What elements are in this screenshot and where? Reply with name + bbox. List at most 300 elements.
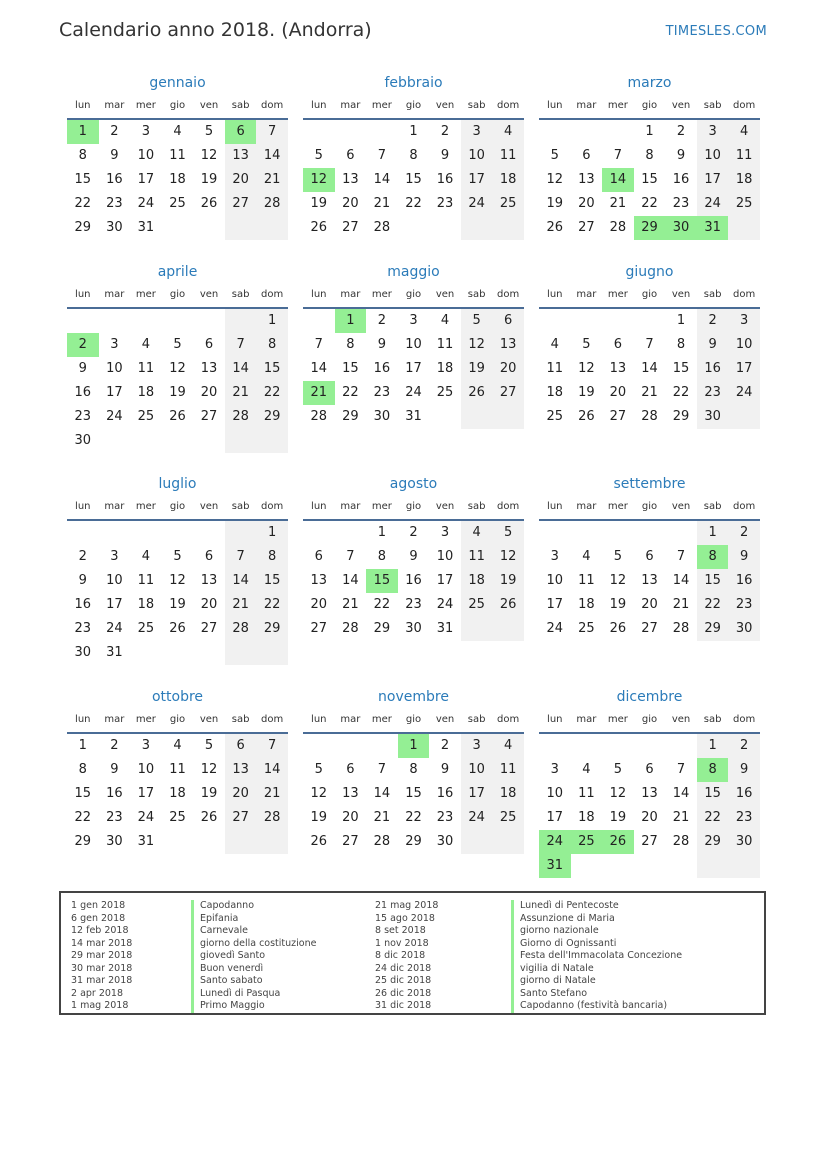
day-cell: 10: [546, 786, 564, 801]
week-row: [303, 216, 524, 240]
day-cell: 27: [200, 621, 218, 636]
day-cell: 16: [405, 573, 422, 588]
day-cell: 15: [697, 782, 729, 806]
day-cell: 2: [409, 525, 418, 540]
weekday-header: [303, 710, 524, 734]
week-row: [303, 309, 524, 333]
weekday-header: [303, 497, 524, 521]
week-row: [539, 854, 760, 878]
week-row: [303, 758, 524, 782]
day-cell: 10: [461, 758, 493, 782]
weekday-label: mer: [371, 501, 392, 512]
day-cell: 27: [225, 192, 257, 216]
day-cell: 4: [440, 313, 450, 328]
day-cell: 6: [204, 337, 214, 352]
legend-date: 29 mar 2018: [71, 950, 133, 961]
day-cell: 11: [169, 148, 186, 163]
month-10: [303, 687, 524, 854]
day-cell: 26: [492, 593, 524, 617]
day-cell: 2: [728, 734, 760, 758]
day-cell: 8: [256, 545, 288, 569]
day-cell: 25: [169, 810, 186, 825]
day-cell: 17: [405, 361, 422, 376]
day-cell: 22: [405, 810, 422, 825]
day-cell: 15: [256, 569, 288, 593]
day-cell: 28: [609, 220, 627, 235]
day-cell: 8: [697, 758, 729, 782]
day-cell: 21: [225, 381, 257, 405]
day-cell: 19: [310, 196, 328, 211]
day-cell: 6: [645, 549, 654, 564]
day-cell: 21: [672, 810, 690, 825]
day-cell: 4: [582, 549, 591, 564]
day-cell: 25: [137, 621, 155, 636]
weekday-label: dom: [261, 100, 284, 111]
day-cell: 22: [74, 810, 92, 825]
weekday-label: mer: [607, 714, 628, 725]
day-cell: 9: [110, 762, 119, 777]
legend-dates-left: [71, 900, 132, 1013]
day-cell: 6: [225, 120, 257, 144]
day-cell: 24: [461, 192, 493, 216]
day-cell: 2: [78, 549, 87, 564]
day-cell: 27: [310, 621, 328, 636]
empty-cell: [461, 216, 493, 240]
legend-holiday-name: giovedì Santo: [191, 950, 316, 963]
legend-holiday-name: vigilia di Natale: [511, 963, 682, 976]
day-cell: 24: [137, 810, 155, 825]
empty-cell: [571, 309, 603, 333]
day-cell: 22: [405, 196, 422, 211]
weekday-label: mar: [576, 289, 597, 300]
day-cell: 18: [492, 168, 524, 192]
empty-cell: [162, 216, 194, 240]
day-cell: 8: [409, 148, 418, 163]
day-cell: 9: [409, 549, 418, 564]
day-cell: 4: [173, 124, 182, 139]
day-cell: 12: [310, 786, 328, 801]
day-cell: 16: [728, 569, 760, 593]
day-cell: 15: [74, 786, 92, 801]
legend-holiday-name: Festa dell'Immacolata Concezione: [511, 950, 682, 963]
week-row: [67, 144, 288, 168]
day-cell: 26: [546, 220, 564, 235]
weekday-label: mer: [135, 501, 156, 512]
day-cell: 25: [492, 192, 524, 216]
day-cell: 25: [169, 196, 186, 211]
day-cell: 26: [169, 621, 186, 636]
day-cell: 17: [137, 786, 155, 801]
day-cell: 14: [672, 786, 690, 801]
day-cell: 30: [697, 405, 729, 429]
day-cell: 17: [697, 168, 729, 192]
weekday-label: sab: [467, 714, 486, 725]
legend-holiday-name: Santo Stefano: [511, 988, 682, 1001]
day-cell: 28: [256, 806, 288, 830]
day-cell: 5: [613, 549, 623, 564]
week-row: [539, 405, 760, 429]
day-cell: 27: [641, 621, 658, 636]
day-cell: 5: [582, 337, 591, 352]
day-cell: 14: [225, 357, 257, 381]
weekday-label: ven: [199, 289, 219, 300]
day-cell: 28: [256, 192, 288, 216]
legend-date: 24 dic 2018: [375, 962, 432, 974]
day-cell: 22: [697, 593, 729, 617]
day-cell: 4: [492, 734, 524, 758]
day-cell: 13: [641, 786, 658, 801]
weekday-label: gio: [405, 289, 422, 300]
empty-cell: [539, 734, 571, 758]
day-cell: 22: [641, 196, 658, 211]
day-cell: 16: [106, 786, 123, 801]
month-name: maggio: [387, 264, 440, 280]
day-cell: 11: [492, 758, 524, 782]
day-cell: 20: [342, 810, 359, 825]
day-cell: 23: [106, 196, 123, 211]
weekday-label: mar: [104, 501, 125, 512]
day-cell: 23: [405, 597, 422, 612]
legend-date: 2 apr 2018: [71, 987, 124, 999]
weekday-label: dom: [497, 100, 520, 111]
day-cell: 21: [373, 196, 391, 211]
day-cell: 11: [578, 786, 595, 801]
day-cell: 4: [461, 521, 493, 545]
weekday-label: gio: [169, 289, 186, 300]
weekday-header: [539, 497, 760, 521]
weekday-label: lun: [311, 100, 327, 111]
week-row: [539, 617, 760, 641]
empty-cell: [665, 521, 697, 545]
day-cell: 27: [641, 834, 658, 849]
day-cell: 26: [310, 220, 328, 235]
legend-date: 6 gen 2018: [71, 912, 126, 924]
empty-cell: [429, 216, 461, 240]
day-cell: 8: [78, 148, 87, 163]
day-cell: 21: [373, 810, 391, 825]
day-cell: 19: [461, 357, 493, 381]
week-row: [67, 216, 288, 240]
day-cell: 1: [409, 124, 418, 139]
day-cell: 18: [578, 597, 595, 612]
day-cell: 10: [436, 549, 454, 564]
day-cell: 29: [697, 617, 729, 641]
day-cell: 27: [225, 806, 257, 830]
day-cell: 24: [728, 381, 760, 405]
day-cell: 12: [609, 786, 627, 801]
day-cell: 1: [676, 313, 686, 328]
empty-cell: [225, 429, 257, 453]
weekday-label: mar: [340, 714, 361, 725]
empty-cell: [634, 521, 666, 545]
weekday-label: mer: [607, 501, 628, 512]
legend-date: 25 dic 2018: [375, 975, 432, 986]
week-row: [303, 192, 524, 216]
legend-holiday-name: Buon venerdì: [191, 963, 316, 976]
legend-holiday-name: Lunedì di Pasqua: [191, 988, 316, 1001]
day-cell: 2: [728, 521, 760, 545]
legend-holiday-name: Santo sabato: [191, 975, 316, 988]
day-cell: 17: [137, 172, 155, 187]
day-cell: 9: [377, 337, 387, 352]
empty-cell: [303, 734, 335, 758]
day-cell: 13: [310, 573, 328, 588]
empty-cell: [366, 120, 398, 144]
week-row: [539, 192, 760, 216]
weekday-label: mar: [340, 501, 361, 512]
weekday-label: lun: [311, 714, 327, 725]
day-cell: 19: [609, 597, 627, 612]
empty-cell: [602, 120, 634, 144]
day-cell: 26: [310, 834, 328, 849]
day-cell: 5: [173, 549, 182, 564]
empty-cell: [461, 617, 493, 641]
legend-date: 1 gen 2018: [71, 900, 126, 911]
weekday-label: dom: [733, 501, 756, 512]
day-cell: 7: [676, 762, 686, 777]
day-cell: 3: [461, 734, 493, 758]
day-cell: 14: [225, 569, 257, 593]
day-cell: 23: [74, 409, 92, 424]
week-row: [539, 545, 760, 569]
day-cell: 11: [137, 573, 155, 588]
empty-cell: [99, 521, 131, 545]
weekday-label: gio: [405, 501, 422, 512]
legend-holiday-name: Capodanno: [191, 900, 316, 913]
day-cell: 2: [377, 313, 387, 328]
day-cell: 22: [256, 381, 288, 405]
weekday-label: sab: [467, 501, 486, 512]
day-cell: 7: [225, 545, 257, 569]
weekday-label: gio: [169, 714, 186, 725]
week-row: [67, 830, 288, 854]
day-cell: 5: [204, 738, 214, 753]
month-name: agosto: [389, 476, 438, 492]
day-cell: 22: [256, 593, 288, 617]
day-cell: 30: [74, 645, 92, 660]
week-row: [303, 782, 524, 806]
weekday-label: ven: [671, 714, 691, 725]
week-row: [539, 734, 760, 758]
month-7: [303, 474, 524, 641]
legend-date: 31 dic 2018: [375, 1000, 432, 1011]
legend-holiday-name: Carnevale: [191, 925, 316, 938]
day-cell: 6: [204, 549, 214, 564]
month-name: giugno: [625, 264, 674, 280]
day-cell: 9: [440, 148, 450, 163]
day-cell: 21: [672, 597, 690, 612]
day-cell: 9: [110, 148, 119, 163]
legend-holiday-name: Epifania: [191, 913, 316, 926]
empty-cell: [492, 617, 524, 641]
week-row: [67, 806, 288, 830]
day-cell: 16: [74, 597, 92, 612]
weekday-label: gio: [641, 100, 658, 111]
weekday-label: gio: [169, 100, 186, 111]
day-cell: 5: [173, 337, 182, 352]
day-cell: 10: [137, 762, 155, 777]
day-cell: 4: [550, 337, 559, 352]
week-row: [539, 144, 760, 168]
month-8: [539, 474, 760, 641]
day-cell: 27: [492, 381, 524, 405]
day-cell: 4: [728, 120, 760, 144]
day-cell: 30: [405, 621, 422, 636]
week-row: [539, 357, 760, 381]
day-cell: 21: [342, 597, 359, 612]
empty-cell: [602, 854, 634, 878]
day-cell: 11: [546, 361, 564, 376]
empty-cell: [571, 120, 603, 144]
empty-cell: [130, 429, 162, 453]
day-cell: 27: [609, 409, 627, 424]
day-cell: 12: [609, 573, 627, 588]
day-cell: 16: [436, 172, 454, 187]
week-row: [303, 120, 524, 144]
empty-cell: [539, 521, 571, 545]
month-1: [303, 73, 524, 240]
empty-cell: [492, 405, 524, 429]
week-row: [539, 593, 760, 617]
day-cell: 17: [106, 597, 123, 612]
day-cell: 14: [672, 573, 690, 588]
weekday-label: mer: [371, 289, 392, 300]
day-cell: 7: [225, 333, 257, 357]
day-cell: 1: [697, 521, 729, 545]
day-cell: 18: [492, 782, 524, 806]
day-cell: 9: [78, 573, 87, 588]
day-cell: 3: [141, 124, 151, 139]
day-cell: 6: [492, 309, 524, 333]
day-cell: 16: [672, 172, 690, 187]
empty-cell: [162, 830, 194, 854]
empty-cell: [303, 120, 335, 144]
day-cell: 26: [461, 381, 493, 405]
empty-cell: [99, 309, 131, 333]
day-cell: 21: [641, 385, 658, 400]
weekday-label: lun: [75, 714, 91, 725]
weekday-label: ven: [671, 289, 691, 300]
weekday-label: sab: [703, 289, 722, 300]
day-cell: 26: [578, 409, 595, 424]
day-cell: 13: [578, 172, 595, 187]
day-cell: 25: [546, 409, 564, 424]
day-cell: 15: [74, 172, 92, 187]
week-row: [67, 168, 288, 192]
weekday-header: [303, 96, 524, 120]
day-cell: 7: [377, 148, 387, 163]
weekday-label: lun: [75, 289, 91, 300]
legend-holiday-name: Assunzione di Maria: [511, 913, 682, 926]
day-cell: 1: [645, 124, 654, 139]
empty-cell: [225, 641, 257, 665]
weekday-label: dom: [497, 289, 520, 300]
day-cell: 18: [169, 172, 186, 187]
day-cell: 10: [697, 144, 729, 168]
day-cell: 20: [609, 385, 627, 400]
day-cell: 29: [74, 220, 92, 235]
day-cell: 6: [346, 148, 355, 163]
day-cell: 10: [728, 333, 760, 357]
empty-cell: [67, 521, 99, 545]
day-cell: 17: [728, 357, 760, 381]
day-cell: 14: [602, 168, 634, 192]
day-cell: 23: [74, 621, 92, 636]
day-cell: 13: [342, 786, 359, 801]
day-cell: 15: [405, 172, 422, 187]
day-cell: 6: [582, 148, 591, 163]
day-cell: 7: [256, 120, 288, 144]
weekday-label: gio: [405, 100, 422, 111]
week-row: [303, 521, 524, 545]
day-cell: 5: [314, 148, 323, 163]
day-cell: 6: [346, 762, 355, 777]
day-cell: 28: [373, 220, 391, 235]
weekday-label: mer: [607, 100, 628, 111]
day-cell: 26: [169, 409, 186, 424]
day-cell: 19: [546, 196, 564, 211]
day-cell: 29: [256, 405, 288, 429]
day-cell: 14: [256, 144, 288, 168]
day-cell: 14: [641, 361, 658, 376]
day-cell: 3: [141, 738, 151, 753]
weekday-label: mar: [576, 100, 597, 111]
week-row: [303, 734, 524, 758]
week-row: [67, 734, 288, 758]
day-cell: 1: [256, 521, 288, 545]
day-cell: 29: [405, 834, 422, 849]
week-row: [539, 521, 760, 545]
day-cell: 9: [440, 762, 450, 777]
empty-cell: [602, 521, 634, 545]
brand-link[interactable]: TIMESLES.COM: [665, 24, 767, 39]
day-cell: 26: [200, 810, 218, 825]
day-cell: 6: [645, 762, 654, 777]
legend-date: 12 feb 2018: [71, 925, 129, 936]
week-row: [539, 569, 760, 593]
month-11: [539, 687, 760, 878]
day-cell: 15: [697, 569, 729, 593]
week-row: [303, 545, 524, 569]
day-cell: 18: [137, 597, 155, 612]
day-cell: 1: [256, 309, 288, 333]
day-cell: 22: [74, 196, 92, 211]
day-cell: 5: [461, 309, 493, 333]
empty-cell: [162, 309, 194, 333]
weekday-label: lun: [311, 289, 327, 300]
day-cell: 24: [697, 192, 729, 216]
day-cell: 29: [342, 409, 359, 424]
weekday-label: ven: [199, 100, 219, 111]
day-cell: 10: [137, 148, 155, 163]
day-cell: 25: [436, 385, 454, 400]
week-row: [303, 381, 524, 405]
weekday-label: mar: [104, 100, 125, 111]
week-row: [67, 120, 288, 144]
empty-cell: [162, 521, 194, 545]
day-cell: 8: [346, 337, 355, 352]
week-row: [539, 830, 760, 854]
day-cell: 11: [436, 337, 454, 352]
day-cell: 17: [546, 597, 564, 612]
empty-cell: [697, 854, 729, 878]
weekday-label: mar: [104, 289, 125, 300]
day-cell: 8: [676, 337, 686, 352]
day-cell: 31: [539, 854, 571, 878]
week-row: [67, 545, 288, 569]
empty-cell: [193, 216, 225, 240]
legend-holiday-name: giorno della costituzione: [191, 938, 316, 951]
